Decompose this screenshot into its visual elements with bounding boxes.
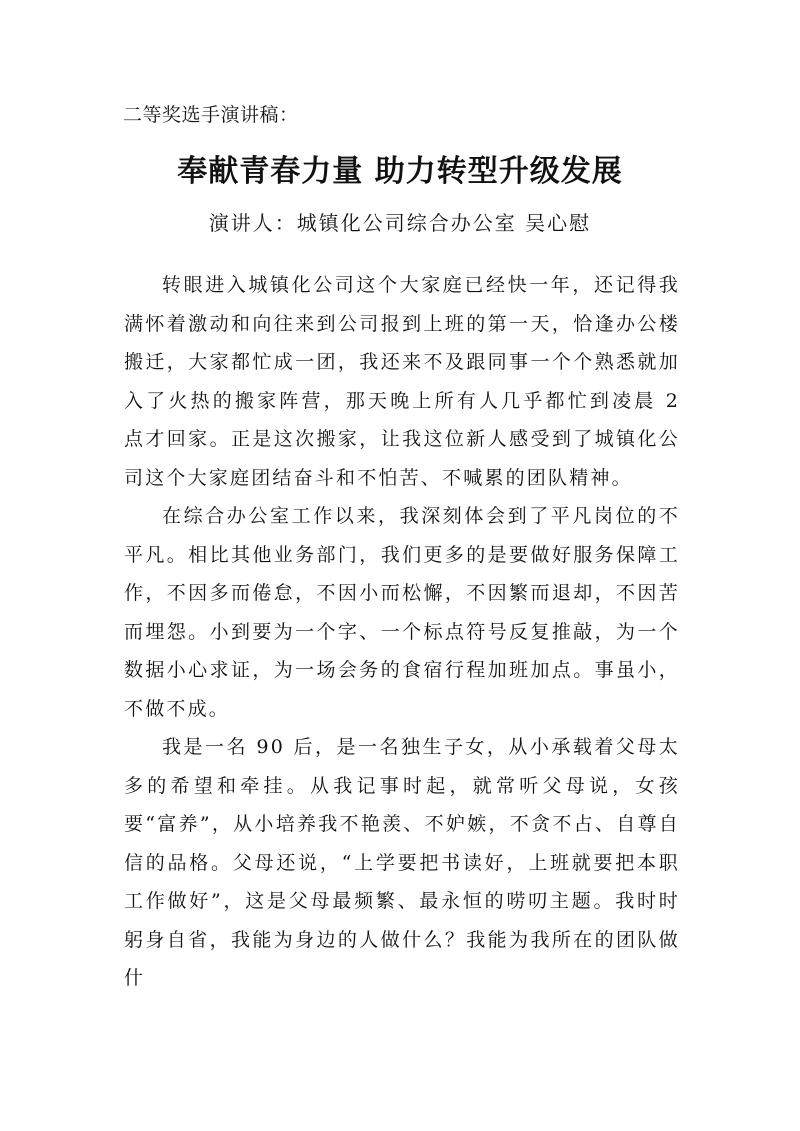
- paragraph-1: 转眼进入城镇化公司这个大家庭已经快一年，还记得我满怀着激动和向往来到公司报到上班的第一天，恰逢办公楼搬迁，大家都忙成一团，我还来不及跟同事一个个熟悉就加入了火热的搬家阵营，那天晚上所有人几乎都忙到凌晨 2 点才回家。正是这次搬家，让我这位新人感受到了城镇化公司这个大家庭团结奋斗和不怕苦、不喊累的团队精神。: [124, 274, 680, 489]
- document-label: 二等奖选手演讲稿：: [123, 104, 299, 126]
- paragraph-3: 我是一名 90 后，是一名独生子女，从小承载着父母太多的希望和牵挂。从我记事时起，就常听父母说，女孩要“富养”，从小培养我不艳羡、不妒嫉，不贪不占、自尊自信的品格。父母还说，“上学要把书读好，上班就要把本职工作做好”，这是父母最频繁、最永恒的唠叨主题。我时时躬身自省，我能为身边的人做什么？我能为我所在的团队做什: [124, 736, 680, 989]
- paragraph-2: 在综合办公室工作以来，我深刻体会到了平凡岗位的不平凡。相比其他业务部门，我们更多的是要做好服务保障工作，不因多而倦怠，不因小而松懈，不因繁而退却，不因苦而埋怨。小到要为一个字、一个标点符号反复推敲，为一个数据小心求证，为一场会务的食宿行程加班加点。事虽小，不做不成。: [124, 505, 680, 720]
- document-title: 奉献青春力量 助力转型升级发展: [177, 154, 623, 189]
- speech-body: [124, 266, 680, 998]
- speaker-byline: 演讲人：城镇化公司综合办公室 吴心慰: [208, 211, 592, 235]
